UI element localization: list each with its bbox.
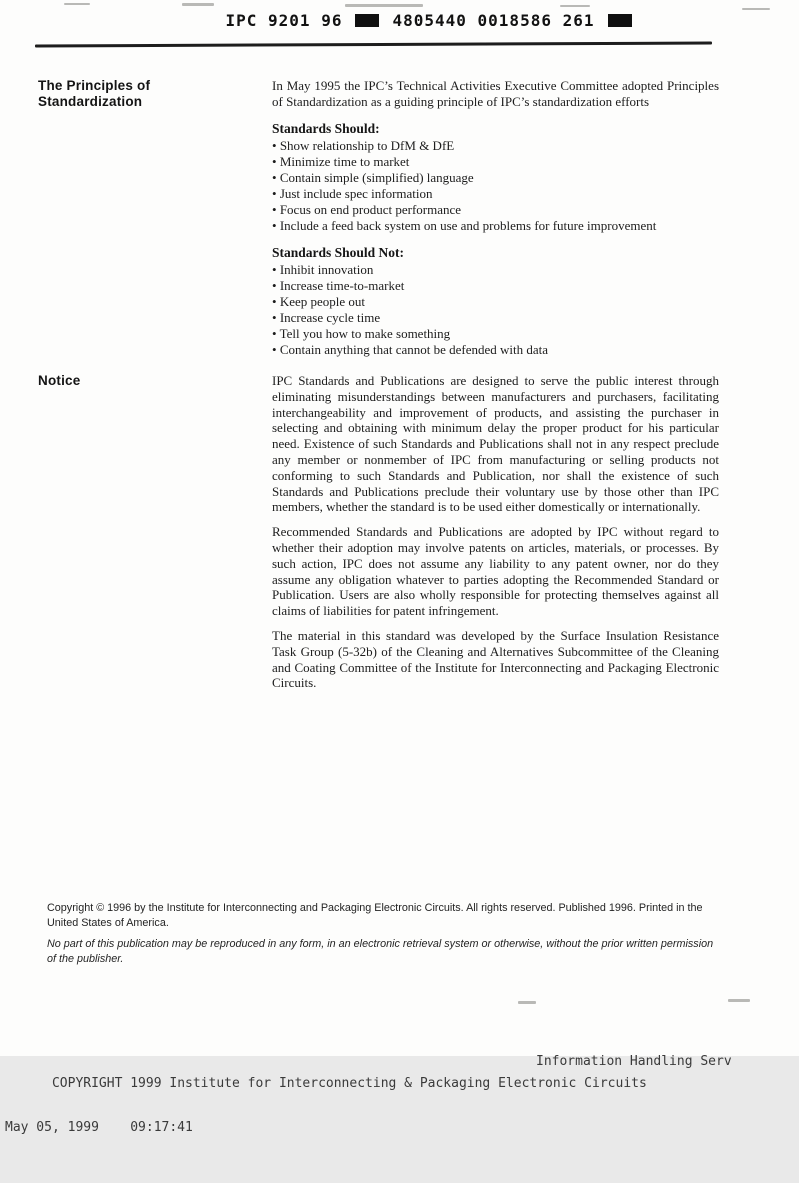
scan-artifact xyxy=(345,4,423,7)
list-item: • Just include spec information xyxy=(272,186,719,202)
header-code-right: 4805440 0018586 261 xyxy=(392,11,595,30)
footer-copyright-text: COPYRIGHT 1999 Institute for Interconnecting & Packaging Electronic Circuits xyxy=(51,1076,647,1091)
scan-artifact xyxy=(518,1001,536,1004)
notice-section-heading: Notice xyxy=(38,373,81,388)
list-item: • Contain anything that cannot be defended with data xyxy=(272,342,719,358)
scan-artifact xyxy=(742,8,770,10)
header-rule xyxy=(35,42,712,47)
document-header xyxy=(0,11,799,30)
scan-artifact xyxy=(560,5,590,7)
notice-paragraph: IPC Standards and Publications are designed to serve the public interest through eliminating misunderstandings between manufacturers and purchasers, facilitating interchangeability and improvement of products, and assisting the purchaser in selecting and obtaining with minimum delay the proper product for his particular need. Existence of such Standards and Publications shall not in any respect preclude any member or nonmember of IPC from manufacturing or selling products not conforming to such Standards and Publication, nor shall the existence of such Standards and Publications preclude their voluntary use by those other than IPC members, whether the standard is to be used either domestically or internationally. xyxy=(272,373,719,515)
standards-should-not-list xyxy=(272,262,719,358)
standards-should-not-heading: Standards Should Not: xyxy=(272,244,405,260)
copyright-block xyxy=(47,901,719,966)
list-item: • Inhibit innovation xyxy=(272,262,719,278)
standards-should-heading: Standards Should: xyxy=(272,120,380,136)
filled-square-mark-icon xyxy=(355,14,379,27)
footer-stamp xyxy=(5,1007,799,1183)
list-item: • Contain simple (simplified) language xyxy=(272,170,719,186)
principles-section-heading: The Principles of Standardization xyxy=(38,78,151,109)
scan-artifact xyxy=(64,3,90,5)
list-item: • Minimize time to market xyxy=(272,154,719,170)
list-item: • Increase time-to-market xyxy=(272,278,719,294)
list-item: • Show relationship to DfM & DfE xyxy=(272,138,719,154)
section-notice xyxy=(38,373,719,691)
footer-datetime: May 05, 1999 09:17:41 xyxy=(5,1120,193,1135)
principles-intro-paragraph: In May 1995 the IPC’s Technical Activities Executive Committee adopted Principles of Standardization as a guiding principle of IPC’s standardization efforts xyxy=(272,78,719,109)
principles-body-column xyxy=(272,78,719,358)
filled-square-mark-icon xyxy=(608,14,632,27)
list-item: • Increase cycle time xyxy=(272,310,719,326)
footer-overlay-text: Information Handling Serv xyxy=(536,1054,732,1069)
copyright-notice-text: Copyright © 1996 by the Institute for Interconnecting and Packaging Electronic Circuits. All rights reserved. Published 1996. Printed in the United States of America. xyxy=(47,902,703,929)
list-item: • Tell you how to make something xyxy=(272,326,719,342)
notice-paragraph: Recommended Standards and Publications are adopted by IPC without regard to whether their adoption may involve patents on articles, materials, or processes. By such action, IPC does not assume any liability to any patent owner, nor do they assume any obligation whatever to parties adopting the Recommended Standard or Publication. Users are also wholly responsible for protecting themselves against all claims of liabilities for patent infringement. xyxy=(272,524,719,619)
scan-artifact xyxy=(728,999,750,1002)
list-item: • Focus on end product performance xyxy=(272,202,719,218)
notice-body-column xyxy=(272,373,719,691)
notice-paragraph: The material in this standard was developed by the Surface Insulation Resistance Task Group (5-32b) of the Cleaning and Alternatives Subcommittee of the Cleaning and Coating Committee of the Institute for Interconnecting and Packaging Electronic Circuits. xyxy=(272,627,719,691)
principles-label-column xyxy=(38,78,272,358)
notice-label-column xyxy=(38,373,272,691)
footer-copyright-line xyxy=(5,1051,799,1091)
scan-artifact xyxy=(182,3,214,6)
section-principles xyxy=(38,78,719,358)
copyright-restriction-text: No part of this publication may be reproduced in any form, in an electronic retrieval system or otherwise, without the prior written permission of the publisher. xyxy=(47,938,714,965)
header-code-left: IPC 9201 96 xyxy=(225,11,343,30)
standards-should-list xyxy=(272,138,719,234)
list-item: • Keep people out xyxy=(272,294,719,310)
list-item: • Include a feed back system on use and problems for future improvement xyxy=(272,218,719,234)
